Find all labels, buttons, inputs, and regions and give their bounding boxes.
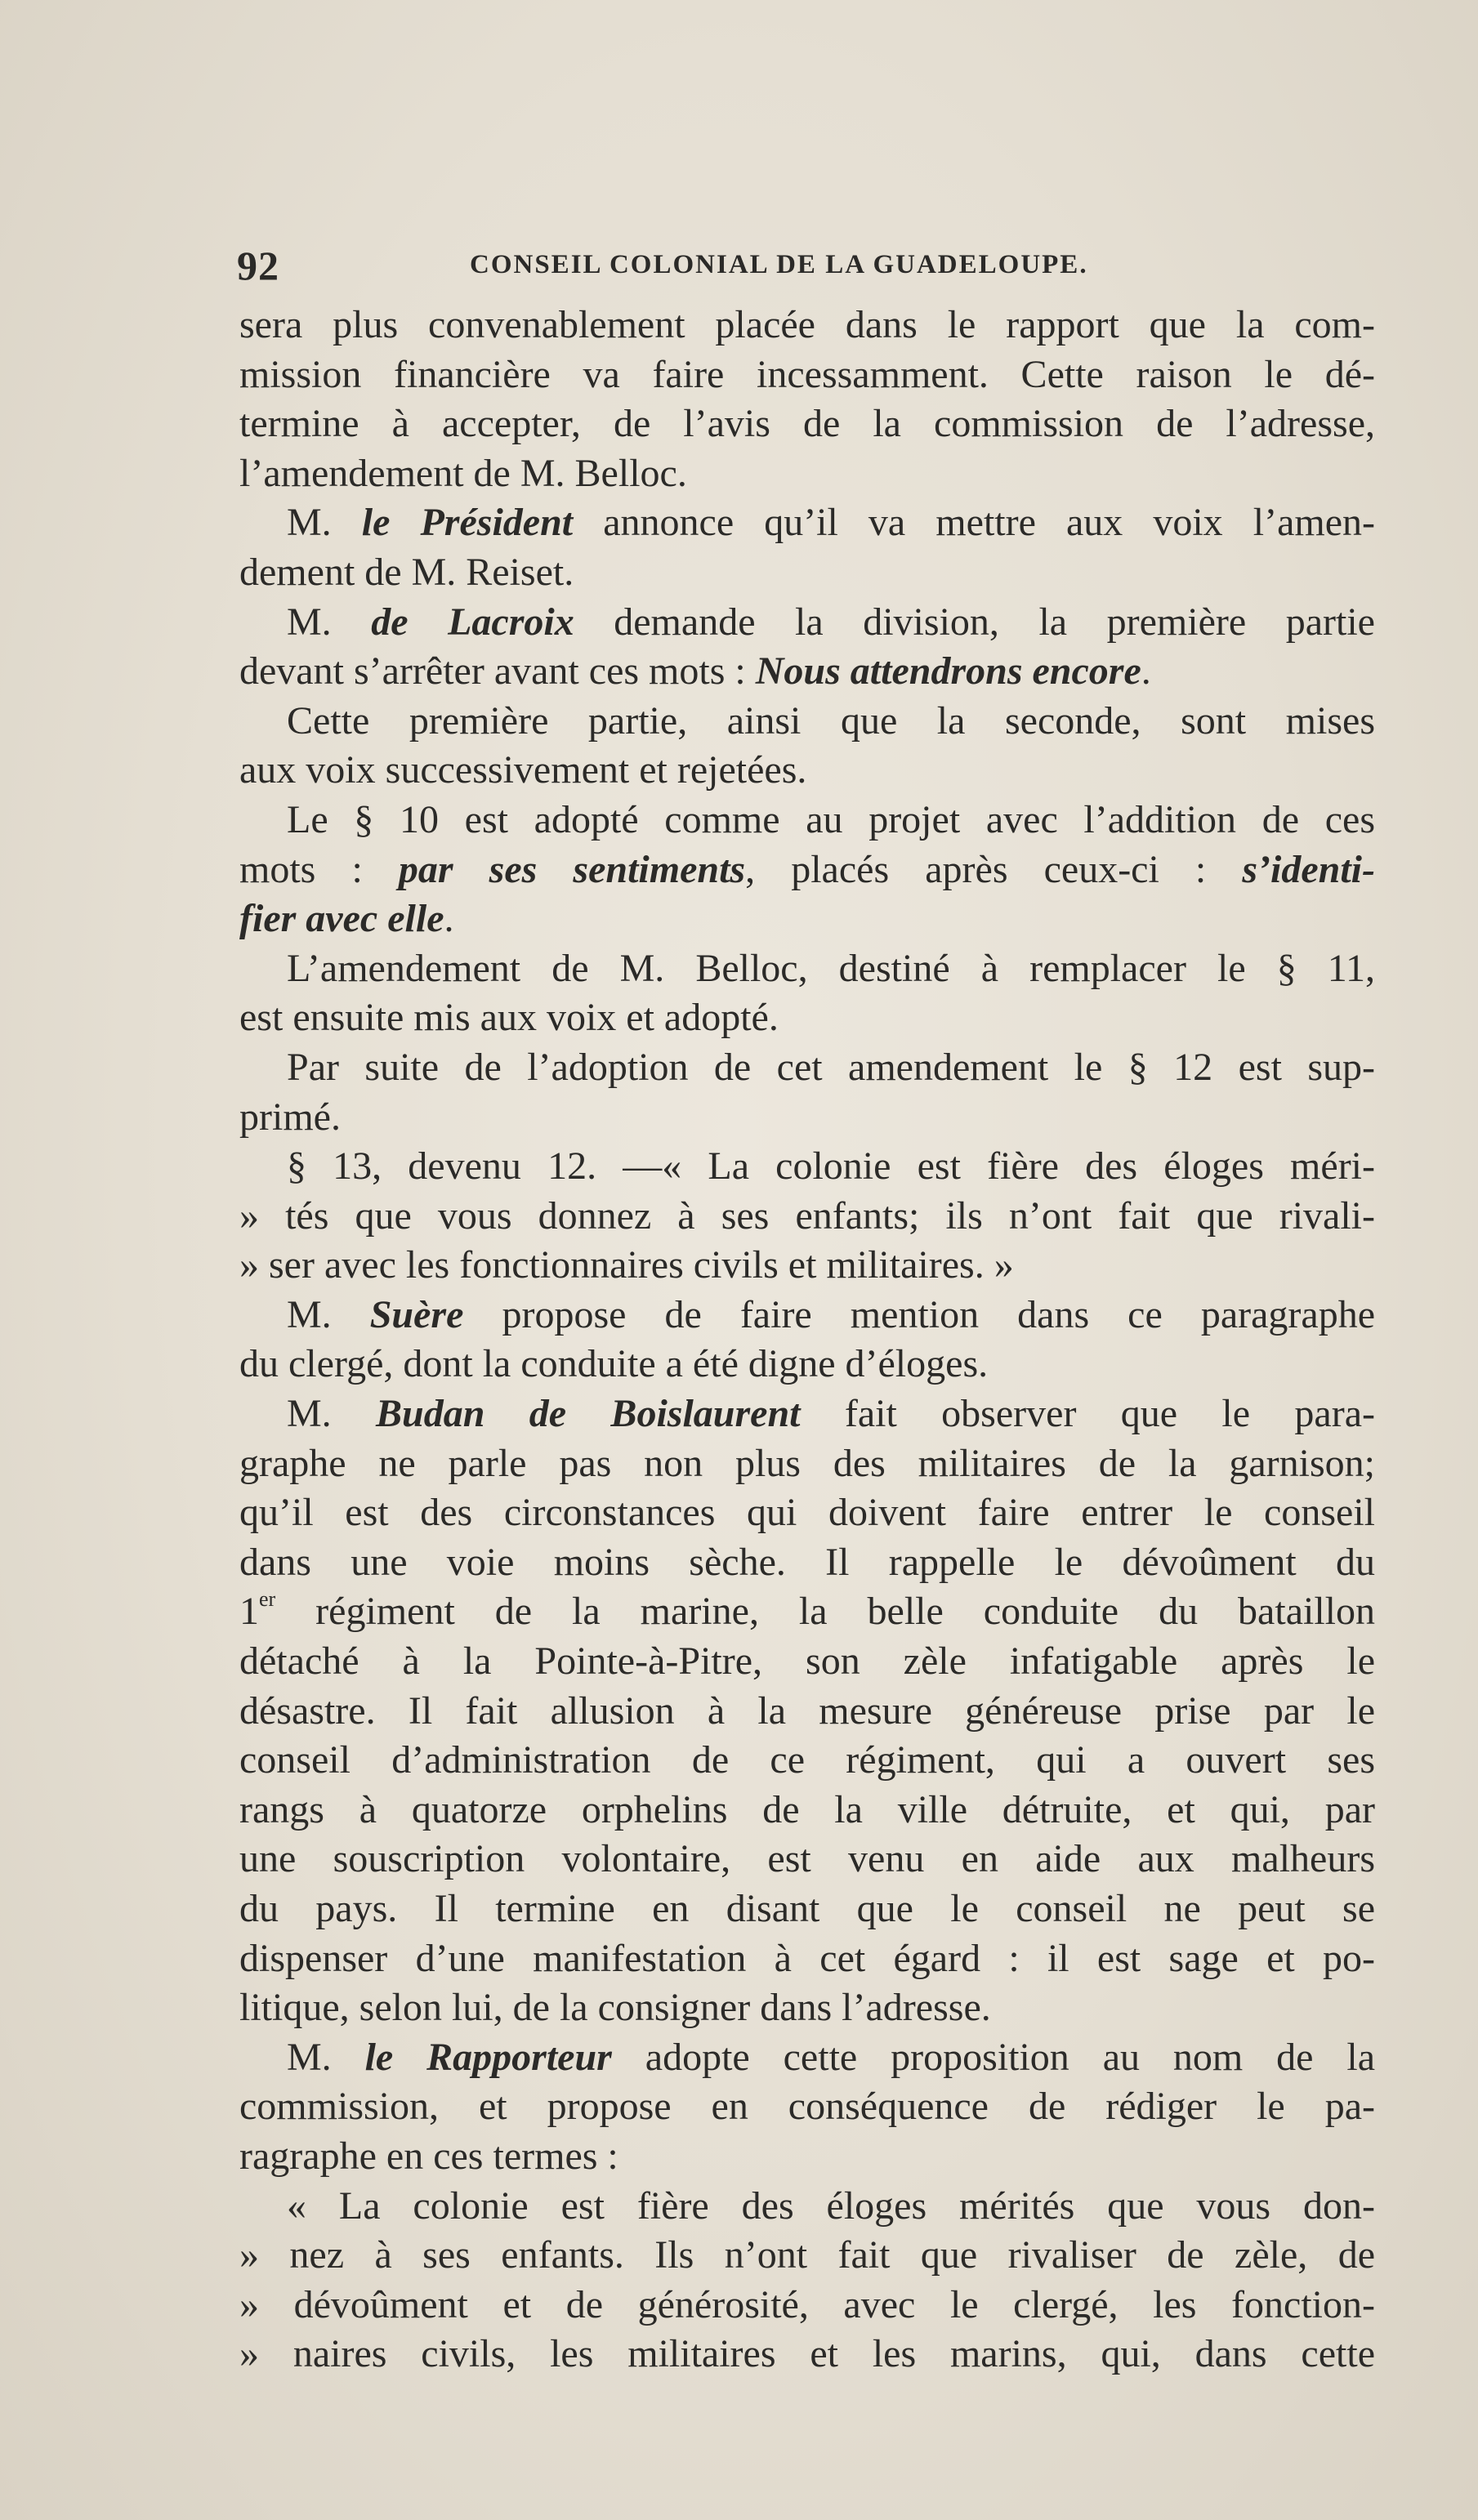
line-fragment: . [1141, 649, 1151, 694]
text-line [239, 1587, 1375, 1637]
line-fragment: » dévoûment et de générosité, avec le clergé, les fonction- [239, 2282, 1375, 2326]
text-line [239, 1538, 1375, 1588]
text-line [239, 1093, 1375, 1143]
line-fragment: § 13, devenu 12. —« La colonie est fière des éloges méri- [287, 1144, 1375, 1189]
text-line [239, 449, 1375, 499]
text-line [239, 1043, 1375, 1093]
text-line [239, 2082, 1375, 2132]
line-fragment: . [444, 897, 454, 941]
line-fragment: désastre. Il fait allusion à la mesure généreuse prise par le [239, 1688, 1375, 1733]
text-line [239, 548, 1375, 598]
text-line [239, 2330, 1375, 2380]
line-fragment: s’identi- [1242, 847, 1375, 891]
line-fragment: » naires civils, les militaires et les marins, qui, dans cette [239, 2332, 1375, 2376]
text-line [239, 894, 1375, 944]
line-fragment: le Président [361, 501, 574, 545]
page-number: 92 [237, 243, 279, 288]
line-fragment: dans une voie moins sèche. Il rappelle le dévoûment du [239, 1540, 1375, 1584]
line-fragment: une souscription volontaire, est venu en aide aux malheurs [239, 1837, 1375, 1881]
text-line [239, 2231, 1375, 2281]
line-fragment: qu’il est des circonstances qui doivent faire entrer le conseil [239, 1491, 1375, 1535]
running-title: CONSEIL COLONIAL DE LA GUADELOUPE. [470, 250, 1088, 279]
line-fragment: M. [287, 2035, 365, 2079]
text-line [239, 399, 1375, 449]
text-line [239, 1835, 1375, 1884]
line-fragment: er [259, 1587, 276, 1612]
line-fragment: mots : [239, 847, 399, 891]
text-line [239, 1687, 1375, 1737]
line-fragment: sera plus convenablement placée dans le rapport que la com- [239, 303, 1375, 346]
text-line [239, 2281, 1375, 2330]
line-fragment: M. [287, 1292, 370, 1336]
line-fragment: termine à accepter, de l’avis de la commission de l’adresse, [239, 402, 1375, 446]
line-fragment: Suère [369, 1292, 464, 1336]
line-fragment: dispenser d’une manifestation à cet égard : il est sage et po- [239, 1936, 1375, 1980]
line-fragment: annonce qu’il va mettre aux voix l’amen- [573, 501, 1376, 545]
line-fragment: détaché à la Pointe-à-Pitre, son zèle infatigable après le [239, 1639, 1375, 1684]
text-line [239, 1340, 1375, 1389]
line-fragment: mission financière va faire incessamment. Cette raison le dé- [239, 352, 1375, 396]
text-line [239, 1241, 1375, 1291]
text-line [239, 1488, 1375, 1538]
line-fragment: graphe ne parle pas non plus des militaires de la garnison; [239, 1441, 1375, 1485]
line-fragment: adopte cette proposition au nom de la [611, 2035, 1375, 2079]
text-line [239, 1884, 1375, 1934]
line-fragment: l’amendement de M. Belloc. [239, 451, 687, 495]
text-line [239, 1983, 1375, 2033]
line-fragment: aux voix successivement et rejetées. [239, 748, 807, 792]
line-fragment: fier avec elle [239, 897, 444, 941]
text-line [239, 1192, 1375, 1242]
text-line [239, 697, 1375, 747]
line-fragment: commission, et propose en conséquence de rédiger le pa- [239, 2085, 1375, 2129]
line-fragment: le Rapporteur [364, 2035, 612, 2079]
text-line [239, 1291, 1375, 1340]
line-fragment: propose de faire mention dans ce paragraphe [463, 1292, 1376, 1336]
line-fragment: conseil d’administration de ce régiment, qui a ouvert ses [239, 1738, 1375, 1782]
line-fragment: régiment de la marine, la belle conduite du bataillon [275, 1590, 1375, 1634]
text-line [239, 1637, 1375, 1687]
line-fragment: » ser avec les fonctionnaires civils et militaires. » [239, 1243, 1014, 1287]
body-text [239, 301, 1375, 2380]
text-line [239, 796, 1375, 845]
line-fragment: primé. [239, 1095, 341, 1139]
running-head [237, 242, 1381, 291]
text-line [239, 2182, 1375, 2232]
line-fragment: par ses sentiments [398, 847, 746, 891]
text-line [239, 1736, 1375, 1786]
line-fragment: du clergé, dont la conduite a été digne d’éloges. [239, 1342, 989, 1386]
text-line [239, 1439, 1375, 1489]
text-line [239, 1786, 1375, 1835]
line-fragment: » nez à ses enfants. Ils n’ont fait que rivaliser de zèle, de [239, 2233, 1375, 2277]
line-fragment: devant s’arrêter avant ces mots : [239, 649, 756, 694]
line-fragment: dement de M. Reiset. [239, 550, 574, 594]
line-fragment: 1 [239, 1590, 259, 1634]
line-fragment: ragraphe en ces termes : [239, 2134, 618, 2178]
line-fragment: « La colonie est fière des éloges mérités que vous don- [287, 2183, 1375, 2228]
line-fragment: fait observer que le para- [800, 1392, 1375, 1436]
text-line [239, 498, 1375, 548]
line-fragment: Par suite de l’adoption de cet amendement le § 12 est sup- [287, 1045, 1375, 1089]
text-line [239, 944, 1375, 994]
text-line [239, 1389, 1375, 1439]
line-fragment: demande la division, la première partie [574, 600, 1375, 644]
line-fragment: de Lacroix [371, 600, 574, 644]
line-fragment: M. [287, 501, 362, 545]
line-fragment: M. [287, 600, 372, 644]
text-line [239, 350, 1375, 400]
text-line [239, 845, 1375, 895]
line-fragment: Cette première partie, ainsi que la seconde, sont mises [287, 698, 1375, 743]
line-fragment: est ensuite mis aux voix et adopté. [239, 996, 779, 1040]
text-line [239, 301, 1375, 350]
line-fragment: litique, selon lui, de la consigner dans l’adresse. [239, 1986, 991, 2030]
line-fragment: M. [287, 1392, 377, 1436]
line-fragment: L’amendement de M. Belloc, destiné à remplacer le § 11, [287, 946, 1375, 990]
text-line [239, 1142, 1375, 1192]
text-line [239, 647, 1375, 697]
line-fragment: rangs à quatorze orphelins de la ville détruite, et qui, par [239, 1787, 1375, 1831]
line-fragment: Budan de Boislaurent [376, 1392, 801, 1436]
line-fragment: du pays. Il termine en disant que le conseil ne peut se [239, 1887, 1375, 1930]
text-line [239, 598, 1375, 648]
line-fragment: Le § 10 est adopté comme au projet avec l’addition de ces [287, 797, 1375, 841]
text-line [239, 2132, 1375, 2182]
text-line [239, 746, 1375, 796]
text-line [239, 993, 1375, 1043]
text-line [239, 2033, 1375, 2083]
line-fragment: Nous attendrons encore [755, 649, 1141, 694]
line-fragment: , placés après ceux-ci : [745, 847, 1243, 891]
text-line [239, 1934, 1375, 1984]
line-fragment: » tés que vous donnez à ses enfants; ils n’ont fait que rivali- [239, 1193, 1375, 1238]
